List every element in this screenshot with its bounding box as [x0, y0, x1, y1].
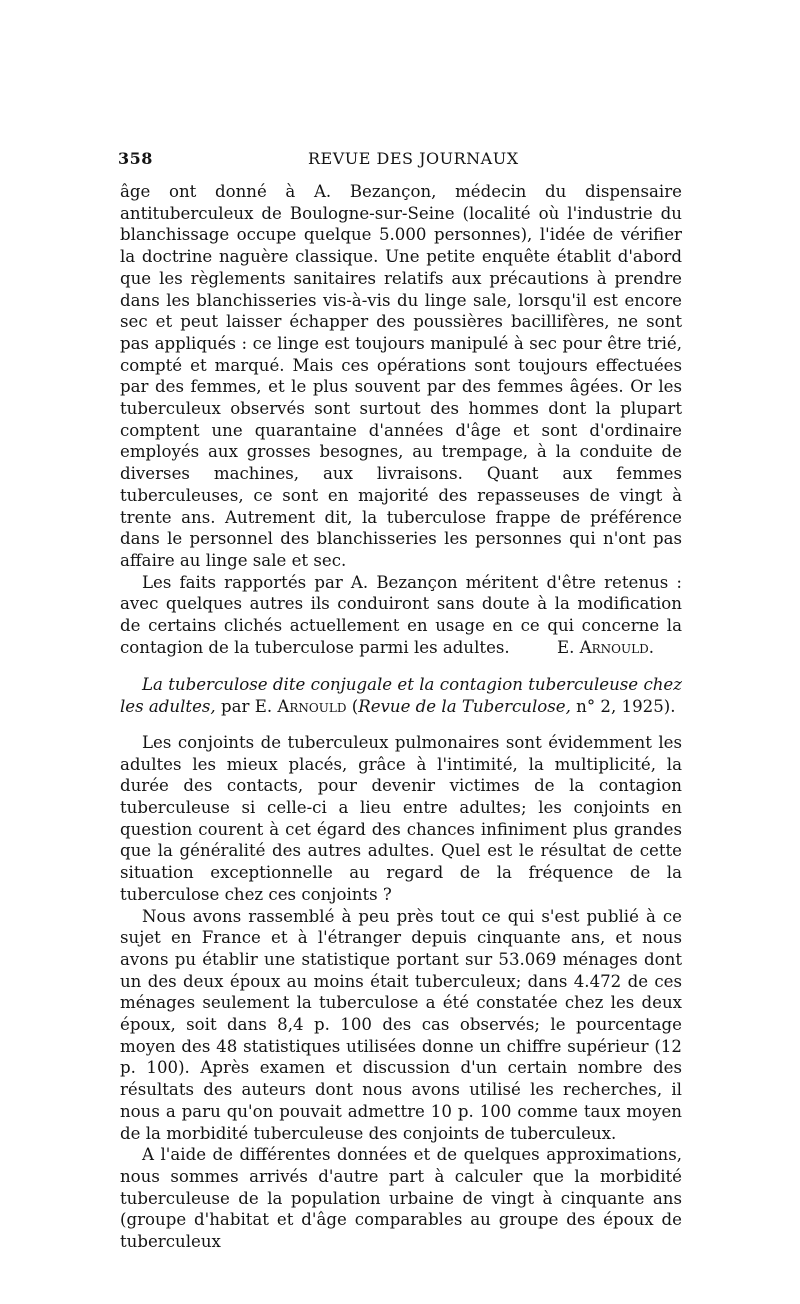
- paragraph-5: A l'aide de différentes données et de quelques approximations, nous sommes arrivés d'autre part à calculer que la morbidité tuberculeuse de la population urbaine de vingt à cinquante ans (groupe d'habitat et d'âge comparables au groupe des époux de tuberculeux: [120, 1145, 682, 1252]
- paragraph-2-text: Les faits rapportés par A. Bezançon méritent d'être retenus : avec quelques autres ils conduiront sans doute à la modification de certains clichés actuellement en usage en ce qui concerne la contagion de la tuberculose parmi les adultes.: [120, 572, 682, 657]
- page-header: [118, 149, 683, 173]
- paragraph-2-block: [120, 572, 682, 659]
- article-body: [120, 181, 682, 1253]
- reference-open: (: [346, 697, 359, 717]
- reference-journal: Revue de la Tuberculose,: [358, 697, 571, 717]
- paragraph-3: Les conjoints de tuberculeux pulmonaires sont évidemment les adultes les mieux placés, grâce à l'intimité, la multiplicité, la durée des contacts, pour devenir victimes de la contagion tuberculeuse si celle-ci a lieu entre adultes; les conjoints en question courent à cet égard des chances infiniment plus grandes que la généralité des autres adultes. Quel est le résultat de cette situation exceptionnelle au regard de la fréquence de la tuberculose chez ces conjoints ?: [120, 732, 682, 904]
- paragraph-1: âge ont donné à A. Bezançon, médecin du dispensaire antituberculeux de Boulogne-sur-Seine (localité où l'industrie du blanchissage occupe quelque 5.000 personnes), l'idée de vérifier la doctrine naguère classique. Une petite enquête établit d'abord que les règlements sanitaires relatifs aux précautions à prendre dans les blanchisseries vis-à-vis du linge sale, lorsqu'il est encore sec et peut laisser échapper des poussières bacillifères, ne sont pas appliqués : ce linge est toujours manipulé à sec pour être trié, compté et marqué. Mais ces opérations sont toujours effectuées par des femmes, et le plus souvent par des femmes âgées. Or les tuberculeux observés sont surtout des hommes dont la plupart comptent une quarantaine d'années d'âge et sont d'ordinaire employés aux grosses besognes, au trempage, à la conduite de diverses machines, aux livraisons. Quant aux femmes tuberculeuses, ce sont en majorité des repasseuses de vingt à trente ans. Autrement dit, la tuberculose frappe de préférence dans le personnel des blanchisseries les personnes qui n'ont pas affaire au linge sale et sec.: [120, 182, 682, 570]
- page-number: 358: [118, 149, 153, 168]
- paragraph-4: Nous avons rassemblé à peu près tout ce qui s'est publié à ce sujet en France et à l'étranger depuis cinquante ans, et nous avons pu établir une statistique portant sur 53.069 ménages dont un des deux époux au moins était tuberculeux; dans 4.472 de ces ménages seulement la tuberculose a été constatée chez les deux époux, soit dans 8,4 p. 100 des cas observés; le pourcentage moyen des 48 statistiques utilisées donne un chiffre supérieur (12 p. 100). Après examen et discussion d'un certain nombre des résultats des auteurs dont nous avons utilisé les recherches, il nous a paru qu'on pouvait admettre 10 p. 100 comme taux moyen de la morbidité tuberculeuse des conjoints de tuberculeux.: [120, 906, 682, 1143]
- paragraph-2: [120, 572, 682, 659]
- article-reference: [120, 674, 682, 717]
- reference-author: E. Arnould: [254, 697, 347, 717]
- reference-title: La tuberculose dite conjugale et la contagion tuberculeuse chez les adultes,: [120, 675, 682, 717]
- reference-by: par: [215, 697, 255, 717]
- signature: E. Arnould.: [557, 637, 654, 657]
- running-title: REVUE DES JOURNAUX: [308, 149, 519, 168]
- reference-issue: n° 2, 1925).: [570, 697, 676, 717]
